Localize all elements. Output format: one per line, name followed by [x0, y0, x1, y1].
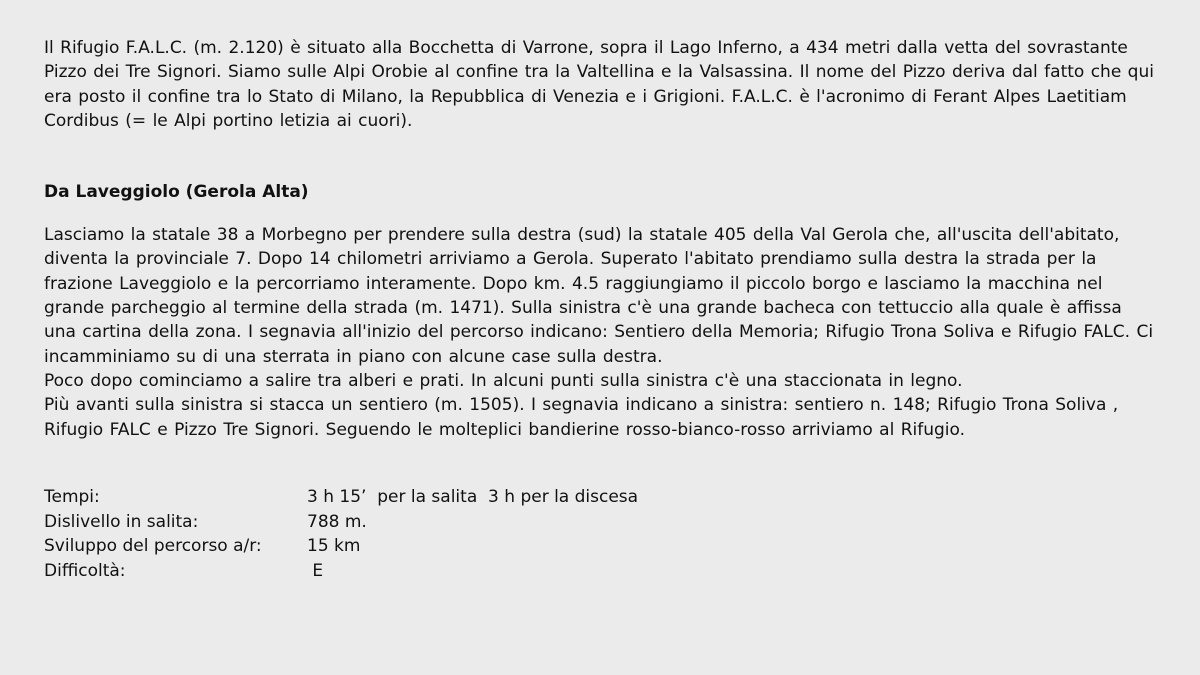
info-row-distance: [44, 534, 638, 559]
info-row-times: [44, 485, 638, 510]
info-row-elevation: [44, 510, 638, 535]
info-label: Dislivello in salita:: [44, 511, 199, 532]
route-paragraph-3: Più avanti sulla sinistra si stacca un sentiero (m. 1505). I segnavia indicano a sinistra: sentiero n. 148; Rifugio Trona Soliva , Rifugio FALC e Pizzo Tre Signori. Seguendo le molteplici bandierine rosso-bianco-rosso arriviamo al Rifugio.: [44, 395, 1119, 440]
intro-paragraph: Il Rifugio F.A.L.C. (m. 2.120) è situato alla Bocchetta di Varrone, sopra il Lago Inferno, a 434 metri dalla vetta del sovrastante Pizzo dei Tre Signori. Siamo sulle Alpi Orobie al confine tra la Valtellina e la Valsassina. Il nome del Pizzo deriva dal fatto che qui era posto il confine tra lo Stato di Milano, la Repubblica di Venezia e i Grigioni. F.A.L.C. è l'acronimo di Ferant Alpes Laetitiam Cordibus (= le Alpi portino letizia ai cuori).: [44, 38, 1154, 131]
route-paragraph-1: Lasciamo la statale 38 a Morbegno per prendere sulla destra (sud) la statale 405 della Val Gerola che, all'uscita dell'abitato, diventa la provinciale 7. Dopo 14 chilometri arriviamo a Gerola. Superato l'abitato prendiamo sulla destra la strada per la frazione Laveggiolo e la percorriamo interamente. Dopo km. 4.5 raggiungiamo il piccolo borgo e lasciamo la macchina nel grande parcheggio al termine della strada (m. 1471). Sulla sinistra c'è una grande bacheca con tettuccio alla quale è affissa una cartina della zona. I segnavia all'inizio del percorso indicano: Sentiero della Memoria; Rifugio Trona Soliva e Rifugio FALC. Ci incamminiamo su di una sterrata in piano con alcune case sulla destra.: [44, 225, 1154, 367]
section-title: Da Laveggiolo (Gerola Alta): [44, 182, 309, 203]
route-paragraph-2: Poco dopo cominciamo a salire tra alberi e prati. In alcuni punti sulla sinistra c'è una staccionata in legno.: [44, 370, 963, 391]
info-row-difficulty: [44, 559, 638, 584]
route-description: [44, 223, 1159, 442]
info-value: E: [307, 560, 324, 581]
info-value: 15 km: [307, 536, 361, 556]
document-body: [44, 36, 1159, 442]
trail-info-table: [44, 485, 638, 583]
info-label: Difficoltà:: [44, 560, 126, 581]
info-value: 788 m.: [307, 511, 367, 532]
info-label: Tempi:: [44, 487, 100, 507]
info-value: 3 h 15’ per la salita 3 h per la discesa: [307, 487, 639, 507]
info-label: Sviluppo del percorso a/r:: [44, 536, 262, 556]
